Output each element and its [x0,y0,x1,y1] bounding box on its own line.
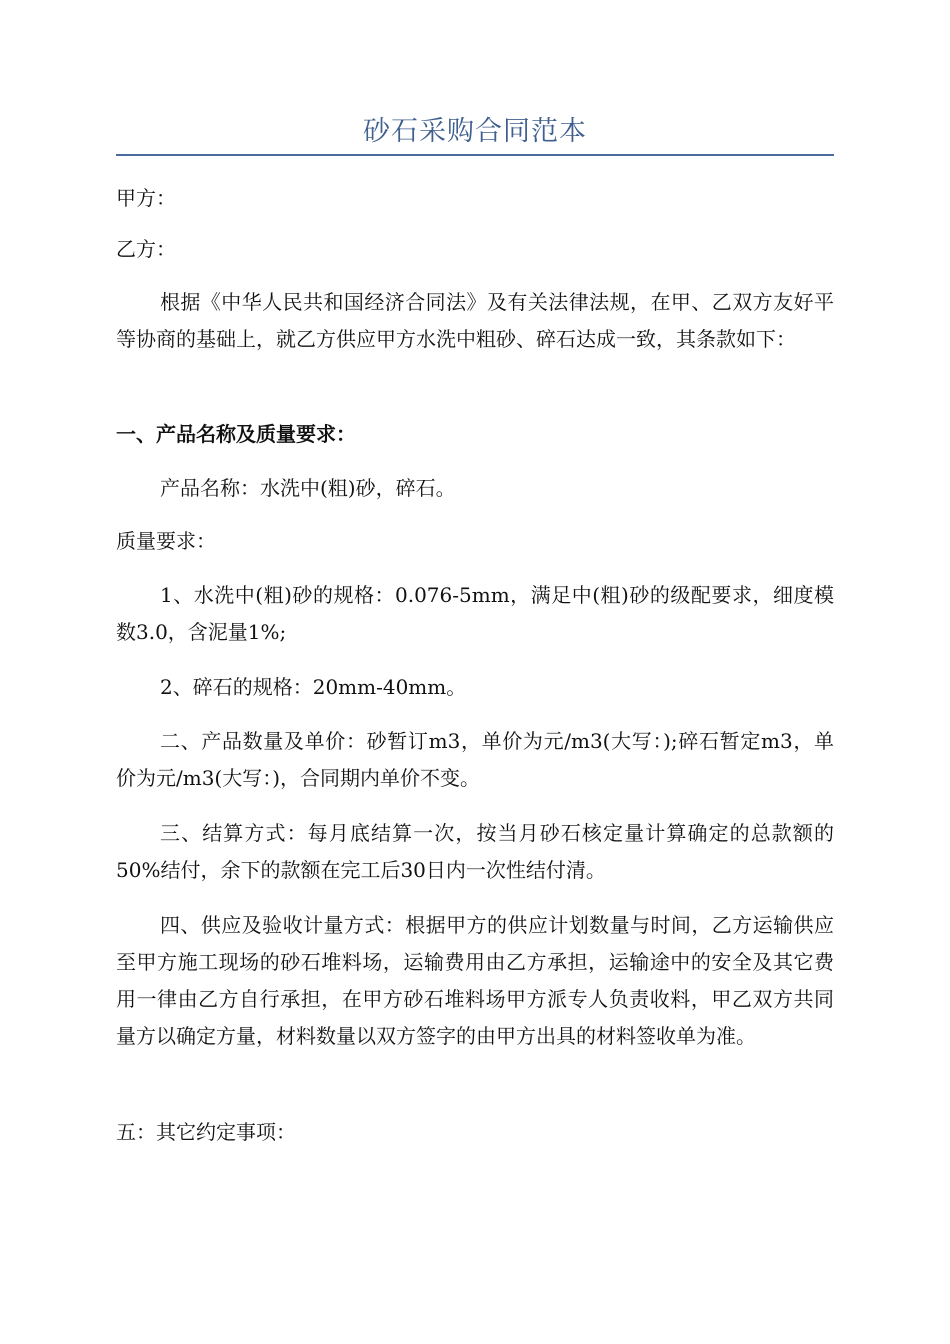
section2-paragraph: 二、产品数量及单价：砂暂订m3，单价为元/m3(大写：);碎石暂定m3，单价为元/m3(大写：)，合同期内单价不变。 [116,729,834,790]
quality-item-1: 1、水洗中(粗)砂的规格：0.076-5mm，满足中(粗)砂的级配要求，细度模数3.0，含泥量1%; [116,583,834,644]
section3-paragraph: 三、结算方式：每月底结算一次，按当月砂石核定量计算确定的总款额的50%结付，余下的款额在完工后30日内一次性结付清。 [116,821,834,882]
quality-item-2: 2、碎石的规格：20mm-40mm。 [160,675,467,699]
section1-heading: 一、产品名称及质量要求： [116,422,356,446]
title-underline [116,154,834,156]
section5-heading: 五：其它约定事项： [116,1120,296,1144]
quality-label: 质量要求： [116,529,216,553]
party-b-label: 乙方： [116,237,176,261]
product-name-line: 产品名称：水洗中(粗)砂，碎石。 [160,476,456,500]
section4-paragraph: 四、供应及验收计量方式：根据甲方的供应计划数量与时间，乙方运输供应至甲方施工现场的砂石堆料场，运输费用由乙方承担，运输途中的安全及其它费用一律由乙方自行承担，在甲方砂石堆料场甲方派专人负责收料，甲乙双方共同量方以确定方量，材料数量以双方签字的由甲方出具的材料签收单为准。 [116,913,834,1048]
intro-paragraph: 根据《中华人民共和国经济合同法》及有关法律法规，在甲、乙双方友好平等协商的基础上，就乙方供应甲方水洗中粗砂、碎石达成一致，其条款如下： [116,290,834,351]
document-title: 砂石采购合同范本 [363,116,587,147]
party-a-label: 甲方： [116,186,176,210]
